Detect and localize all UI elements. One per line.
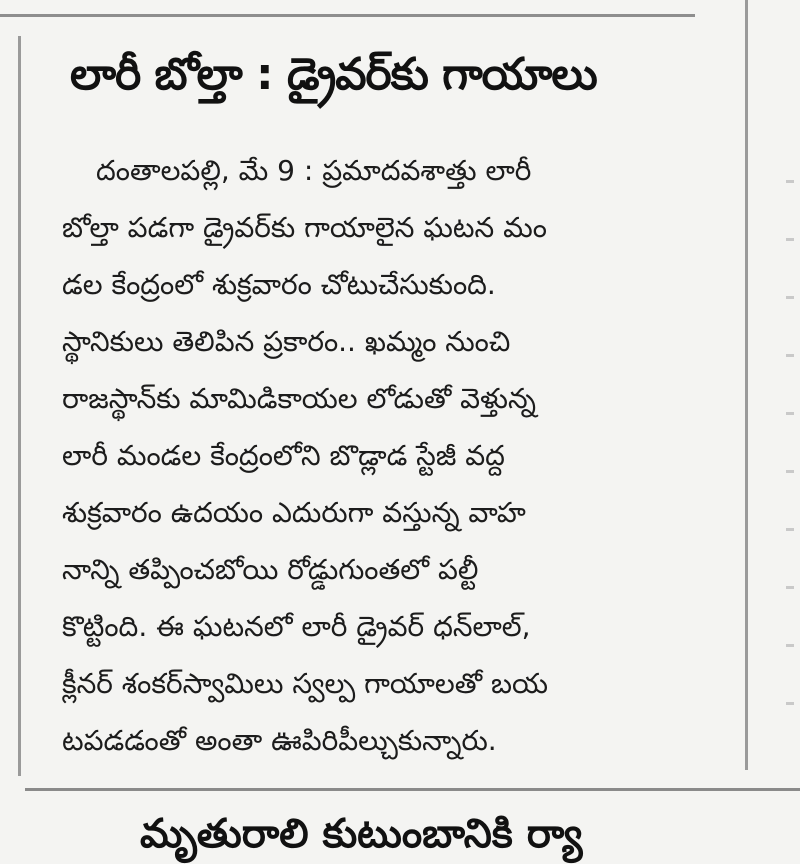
article-body-line: దంతాలపల్లి, మే 9 : ప్రమాదవశాత్తు లారీ bbox=[96, 154, 532, 187]
article-body-line: నాన్ని తప్పించబోయి రోడ్డుగుంతలో పల్టీ bbox=[62, 553, 479, 586]
article-body-line: టపడడంతో అంతా ఊపిరిపీల్చుకున్నారు. bbox=[62, 724, 497, 757]
right-column-rule bbox=[745, 0, 748, 770]
adjacent-column-fragment bbox=[780, 150, 800, 770]
article-body-line: డల కేంద్రంలో శుక్రవారం చోటుచేసుకుంది. bbox=[62, 268, 496, 301]
article-headline: లారీ బోల్తా : డ్రైవర్‌కు గాయాలు bbox=[70, 49, 597, 100]
bottom-article-rule bbox=[25, 788, 800, 791]
left-column-rule bbox=[18, 36, 21, 776]
top-column-rule bbox=[0, 14, 695, 17]
article-body-line: శుక్రవారం ఉదయం ఎదురుగా వస్తున్న వాహ bbox=[62, 496, 526, 529]
article-body-line: లారీ మండల కేంద్రంలోని బొడ్లాడ స్టేజీ వద్ద bbox=[62, 439, 505, 472]
article-body-line: రాజస్థాన్‌కు మామిడికాయల లోడుతో వెళ్తున్న bbox=[62, 382, 536, 415]
article-body-line: కొట్టింది. ఈ ఘటనలో లారీ డ్రైవర్ ధన్‌లాల్, bbox=[62, 610, 531, 643]
article-body-line: బోల్తా పడగా డ్రైవర్‌కు గాయాలైన ఘటన మం bbox=[62, 211, 547, 244]
article-body bbox=[62, 142, 722, 769]
article-body-line: క్లీనర్ శంకర్‌స్వామిలు స్వల్ప గాయాలతో బయ bbox=[62, 667, 548, 700]
article-body-line: స్థానికులు తెలిపిన ప్రకారం.. ఖమ్మం నుంచి bbox=[62, 325, 511, 358]
next-article-headline: మృతురాలి కుటుంబానికి ర్యా bbox=[140, 811, 583, 857]
